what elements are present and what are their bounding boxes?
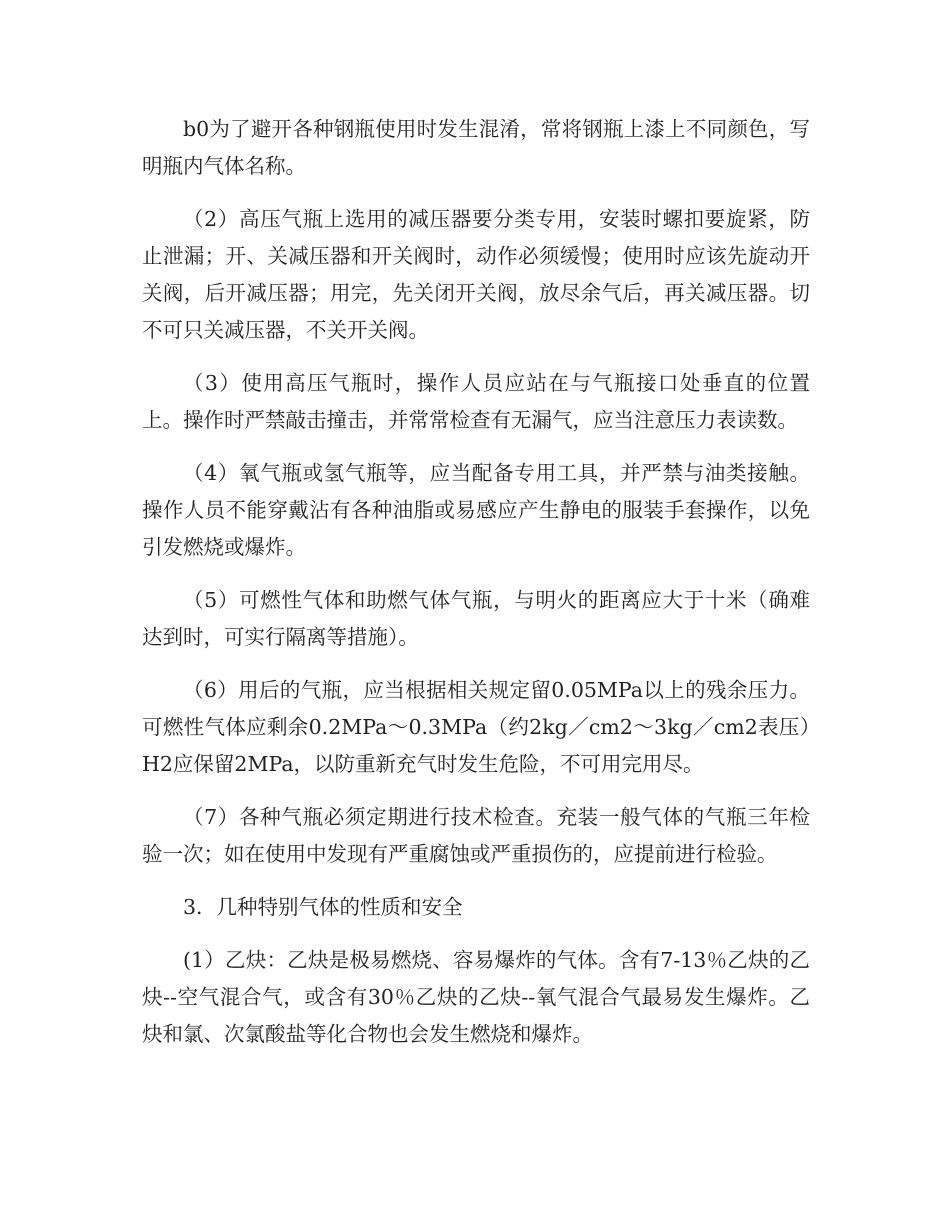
paragraph-open-flame-distance: （5）可燃性气体和助燃气体气瓶，与明火的距离应大于十米（确难达到时，可实行隔离等措施）。 <box>142 588 810 649</box>
document-body <box>142 111 810 1069</box>
paragraph-color-coding: b0为了避开各种钢瓶使用时发生混淆，常将钢瓶上漆上不同颜色，写明瓶内气体名称。 <box>142 117 810 178</box>
paragraph-pressure-reducer: （2）高压气瓶上选用的减压器要分类专用，安装时螺扣要旋紧，防止泄漏；开、关减压器和开关阀时，动作必须缓慢；使用时应该先旋动开关阀，后开减压器；用完，先关闭开关阀，放尽余气后，再关减压器。切不可只关减压器，不关开关阀。 <box>142 207 810 342</box>
paragraph-oxygen-hydrogen: （4）氧气瓶或氢气瓶等，应当配备专用工具，并严禁与油类接触。操作人员不能穿戴沾有各种油脂或易感应产生静电的服装手套操作，以免引发燃烧或爆炸。 <box>142 461 810 559</box>
paragraph-operator-position: （3）使用高压气瓶时，操作人员应站在与气瓶接口处垂直的位置上。操作时严禁敲击撞击，并常常检查有无漏气，应当注意压力表读数。 <box>142 371 810 432</box>
paragraph-periodic-inspection: （7）各种气瓶必须定期进行技术检查。充装一般气体的气瓶三年检验一次；如在使用中发现有严重腐蚀或严重损伤的，应提前进行检验。 <box>142 805 810 866</box>
section-heading-special-gases: 3．几种特别气体的性质和安全 <box>183 895 463 919</box>
paragraph-residual-pressure: （6）用后的气瓶，应当根据相关规定留0.05MPa以上的残余压力。可燃性气体应剩余0.2MPa～0.3MPa（约2kg／cm2～3kg／cm2表压）H2应保留2MPa，以防重新充气时发生危险，不可用完用尽。 <box>142 678 810 776</box>
paragraph-acetylene: (1）乙炔：乙炔是极易燃烧、容易爆炸的气体。含有7-13％乙炔的乙炔--空气混合气，或含有30％乙炔的乙炔--氧气混合气最易发生爆炸。乙炔和氯、次氯酸盐等化合物也会发生燃烧和爆炸。 <box>142 948 810 1046</box>
